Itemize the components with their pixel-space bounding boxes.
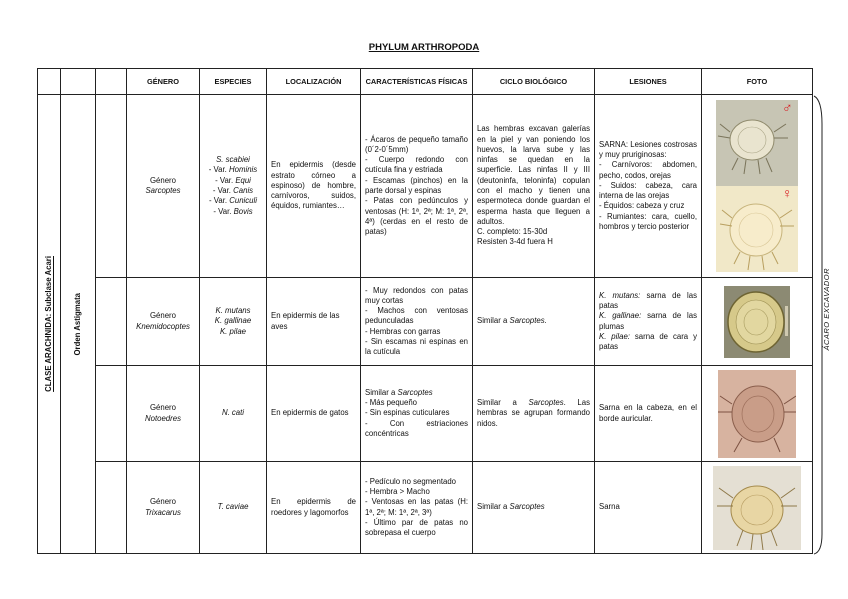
header-genero: GÉNERO bbox=[127, 69, 200, 95]
lesiones-cell: K. mutans: sarna de las patas K. gallinae: sarna de las plumas K. pilae: sarna de cara y patas bbox=[595, 278, 702, 366]
foto-cell bbox=[702, 278, 813, 366]
ciclo-cell: Similar a Sarcoptes. bbox=[473, 278, 595, 366]
knemidocoptes-photo bbox=[724, 286, 790, 358]
header-ciclo: CICLO BIOLÓGICO bbox=[473, 69, 595, 95]
mite-image bbox=[724, 286, 790, 358]
trixacarus-photo bbox=[713, 466, 801, 550]
table-row bbox=[38, 366, 813, 462]
genero-cell: Género Sarcoptes bbox=[127, 95, 200, 278]
ciclo-cell: Las hembras excavan galerías en la piel y van poniendo los huevos, la larva sube y las ninfas se quedan en la superficie. Las ninfas II y III (deutoninfa, teloninfa) copulan con el macho y tienen una espermoteca donde guardan el esperma hasta que lleguen a adultos. C. completo: 15-30d Resisten 3-4d fuera H bbox=[473, 95, 595, 278]
clase-label: CLASE ARACHNIDA: Subclase Acari bbox=[43, 256, 53, 392]
caracteristicas-cell: - Muy redondos con patas muy cortas - Machos con ventosas pedunculadas - Hembras con garras - Sin escamas ni espinas en la cutícula bbox=[361, 278, 473, 366]
lesiones-cell: SARNA: Lesiones costrosas y muy pruriginosas: - Carnívoros: abdomen, pecho, codos, orejas - Suidos: cabeza, cara interna de las orejas - Équidos: cabeza y cruz - Rumiantes: cara, cuello, hombros y tercio posterior bbox=[595, 95, 702, 278]
ciclo-cell: Similar a Sarcoptes. Las hembras se agrupan formando nidos. bbox=[473, 366, 595, 462]
sarcoptes-photo bbox=[716, 100, 798, 272]
localizacion-cell: En epidermis de las aves bbox=[267, 278, 361, 366]
localizacion-cell: En epidermis de gatos bbox=[267, 366, 361, 462]
foto-cell bbox=[702, 95, 813, 278]
especies-cell: T. caviae bbox=[200, 462, 267, 554]
male-symbol: ♂ bbox=[782, 99, 793, 115]
clase-cell bbox=[38, 95, 61, 554]
foto-cell bbox=[702, 462, 813, 554]
lesiones-cell: Sarna en la cabeza, en el borde auricular. bbox=[595, 366, 702, 462]
side-label: ÁCARO EXCAVADOR bbox=[822, 268, 831, 351]
header-localizacion: LOCALIZACIÓN bbox=[267, 69, 361, 95]
header-lesiones: LESIONES bbox=[595, 69, 702, 95]
header-caracteristicas: CARACTERÍSTICAS FÍSICAS bbox=[361, 69, 473, 95]
mite-image bbox=[713, 466, 801, 550]
arthropoda-table bbox=[37, 68, 813, 554]
header-row bbox=[38, 69, 813, 95]
page-title: PHYLUM ARTHROPODA bbox=[368, 42, 480, 53]
caracteristicas-cell: - Pedículo no segmentado - Hembra > Macho - Ventosas en las patas (H: 1ª, 2ª; M: 1ª, 2ª, 3ª) - Último par de patas no sobrepasa el cuerpo bbox=[361, 462, 473, 554]
orden-label: Orden Astigmata bbox=[72, 292, 82, 356]
table-row bbox=[38, 95, 813, 278]
localizacion-cell: En epidermis (desde estrato córneo a espinoso) de hombre, carnívoros, suidos, équidos, rumiantes… bbox=[267, 95, 361, 278]
table-row bbox=[38, 278, 813, 366]
foto-cell bbox=[702, 366, 813, 462]
localizacion-cell: En epidermis de roedores y lagomorfos bbox=[267, 462, 361, 554]
table-row bbox=[38, 462, 813, 554]
caracteristicas-cell: - Ácaros de pequeño tamaño (0´2-0´5mm) - Cuerpo redondo con cutícula fina y estriada - Escamas (pinchos) en la parte dorsal y espinas - Patas con pedúnculos y ventosas (H: 1ª, 2ª; M: 1ª, 2ª, 4ª) (cerdas en el resto de patas) bbox=[361, 95, 473, 278]
header-especies: ESPECIES bbox=[200, 69, 267, 95]
lesiones-cell: Sarna bbox=[595, 462, 702, 554]
genero-cell: Género Notoedres bbox=[127, 366, 200, 462]
genero-cell: Género Trixacarus bbox=[127, 462, 200, 554]
ciclo-cell: Similar a Sarcoptes bbox=[473, 462, 595, 554]
caracteristicas-cell: Similar a Sarcoptes - Más pequeño - Sin espinas cuticulares - Con estriaciones concéntricas bbox=[361, 366, 473, 462]
genero-cell: Género Knemidocoptes bbox=[127, 278, 200, 366]
header-foto: FOTO bbox=[702, 69, 813, 95]
especies-cell: K. mutans K. gallinae K. pilae bbox=[200, 278, 267, 366]
especies-cell: N. cati bbox=[200, 366, 267, 462]
female-symbol: ♀ bbox=[782, 185, 793, 201]
mite-image bbox=[718, 370, 796, 458]
especies-cell: S. scabiei - Var. Hominis - Var. Equi - Var. Canis - Var. Cuniculi - Var. Bovis bbox=[200, 95, 267, 278]
notoedres-photo bbox=[718, 370, 796, 458]
orden-cell bbox=[61, 95, 96, 554]
